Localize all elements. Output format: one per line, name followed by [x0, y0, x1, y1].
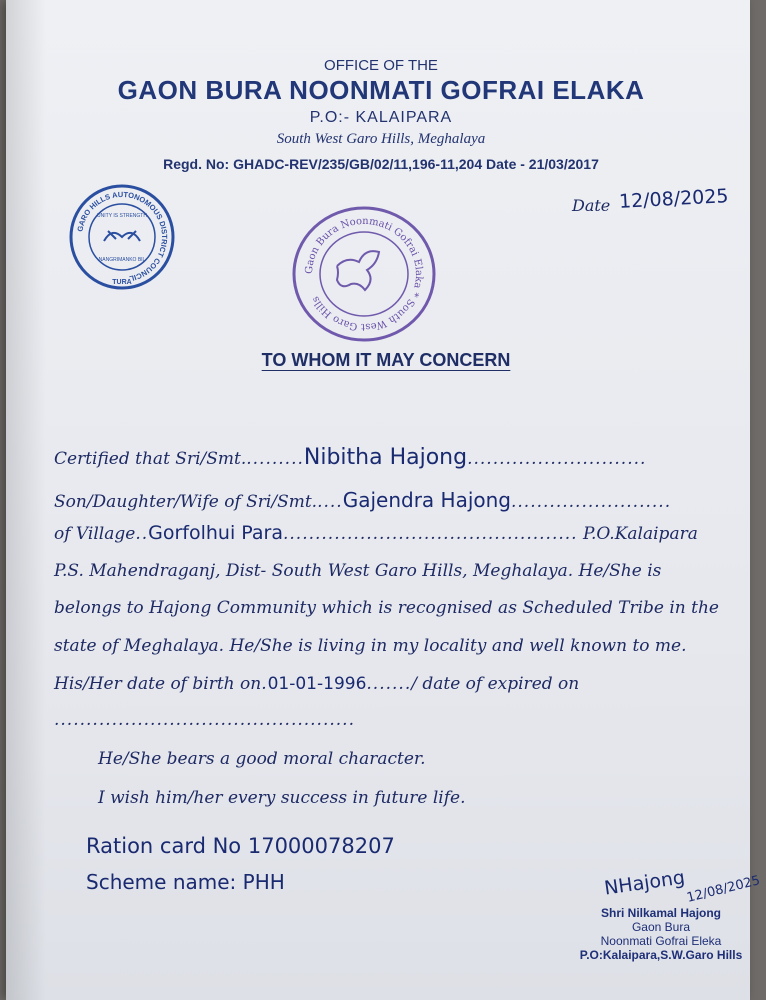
certified-prefix: Certified that Sri/Smt. — [54, 449, 247, 469]
signatory-org: Noonmati Gofrai Eleka — [600, 934, 722, 948]
seal-right-ring-text: Gaon Bura Noonmati Gofrai Elaka * South West Garo Hills — [303, 215, 425, 333]
office-name: GAON BURA NOONMATI GOFRAI ELAKA — [117, 75, 645, 105]
ration-card-number: 17000078207 — [247, 834, 395, 858]
body-line-10: I wish him/her every success in future life. — [98, 788, 466, 808]
ration-card-line — [86, 834, 395, 858]
body-line-5: belongs to Hajong Community which is recognised as Scheduled Tribe in the — [54, 598, 719, 618]
village-name: Gorfolhui Para — [148, 522, 283, 544]
seal-left-ring-text: GARO HILLS AUTONOMOUS DISTRICT COUNCIL — [75, 189, 170, 284]
signature-date: 12/08/2025 — [685, 873, 762, 906]
district-council-seal — [68, 183, 176, 291]
office-of-label: OFFICE OF THE — [324, 57, 438, 74]
date-label: Date — [572, 196, 611, 215]
body-line-2: Son/Daughter/Wife of Sri/Smt.....Gajendra Hajong......................... — [54, 488, 672, 512]
seal-left-motto: UNITY IS STRENGTH — [97, 213, 147, 219]
svg-text:Gaon Bura Noonmati Gofrai Elak — [304, 216, 424, 332]
body-line-4: P.S. Mahendraganj, Dist- South West Garo Hills, Meghalaya. He/She is — [54, 561, 662, 581]
body-line-1: Certified that Sri/Smt..........Nibitha Hajong............................ — [54, 445, 647, 470]
father-name: Gajendra Hajong — [342, 488, 511, 512]
dob-prefix: His/Her date of birth on — [54, 674, 262, 694]
post-office-line: P.O.Kalaipara — [582, 524, 698, 544]
body-line-9: He/She bears a good moral character. — [98, 749, 426, 769]
certificate-title: TO WHOM IT MAY CONCERN — [261, 350, 511, 370]
signatory-block — [561, 906, 761, 962]
certificate-paper — [6, 0, 762, 1000]
signatory-name: Shri Nilkamal Hajong — [600, 906, 722, 920]
seal-left-inner: NANGRIMANKO BIL — [98, 257, 146, 263]
office-location: South West Garo Hills, Meghalaya — [276, 131, 486, 147]
signature-scribble: NHajong — [602, 866, 687, 900]
village-prefix: of Village — [54, 524, 136, 544]
relation-prefix: Son/Daughter/Wife of Sri/Smt. — [54, 492, 318, 512]
signatory-po: P.O:Kalaipara,S.W.Garo Hills — [579, 948, 743, 962]
date-of-birth: 01-01-1996 — [267, 674, 367, 694]
scheme-line — [86, 870, 285, 894]
body-line-8-dots: ............................................... — [54, 710, 355, 730]
body-line-6: state of Meghalaya. He/She is living in my locality and well known to me. — [54, 636, 687, 656]
ration-card-label: Ration card No — [86, 834, 242, 858]
scheme-label: Scheme name: — [86, 870, 237, 894]
post-office: P.O:- KALAIPARA — [309, 109, 453, 126]
person-name: Nibitha Hajong — [303, 445, 468, 470]
registration-number: Regd. No: GHADC-REV/235/GB/02/11,196-11,204 Date - 21/03/2017 — [163, 156, 599, 172]
seal-left-bottom: TURA — [112, 279, 132, 286]
signatory-role: Gaon Bura — [631, 920, 691, 934]
scheme-value: PHH — [242, 870, 285, 894]
date-value: 12/08/2025 — [618, 185, 730, 213]
body-line-3: of Village..Gorfolhui Para.............................................. P.O.Kalaipara — [54, 522, 698, 544]
body-line-7: His/Her date of birth on.01-01-1996......./ date of expired on — [54, 674, 580, 694]
expired-label: / date of expired on — [411, 674, 580, 694]
gaon-bura-stamp — [289, 204, 439, 344]
